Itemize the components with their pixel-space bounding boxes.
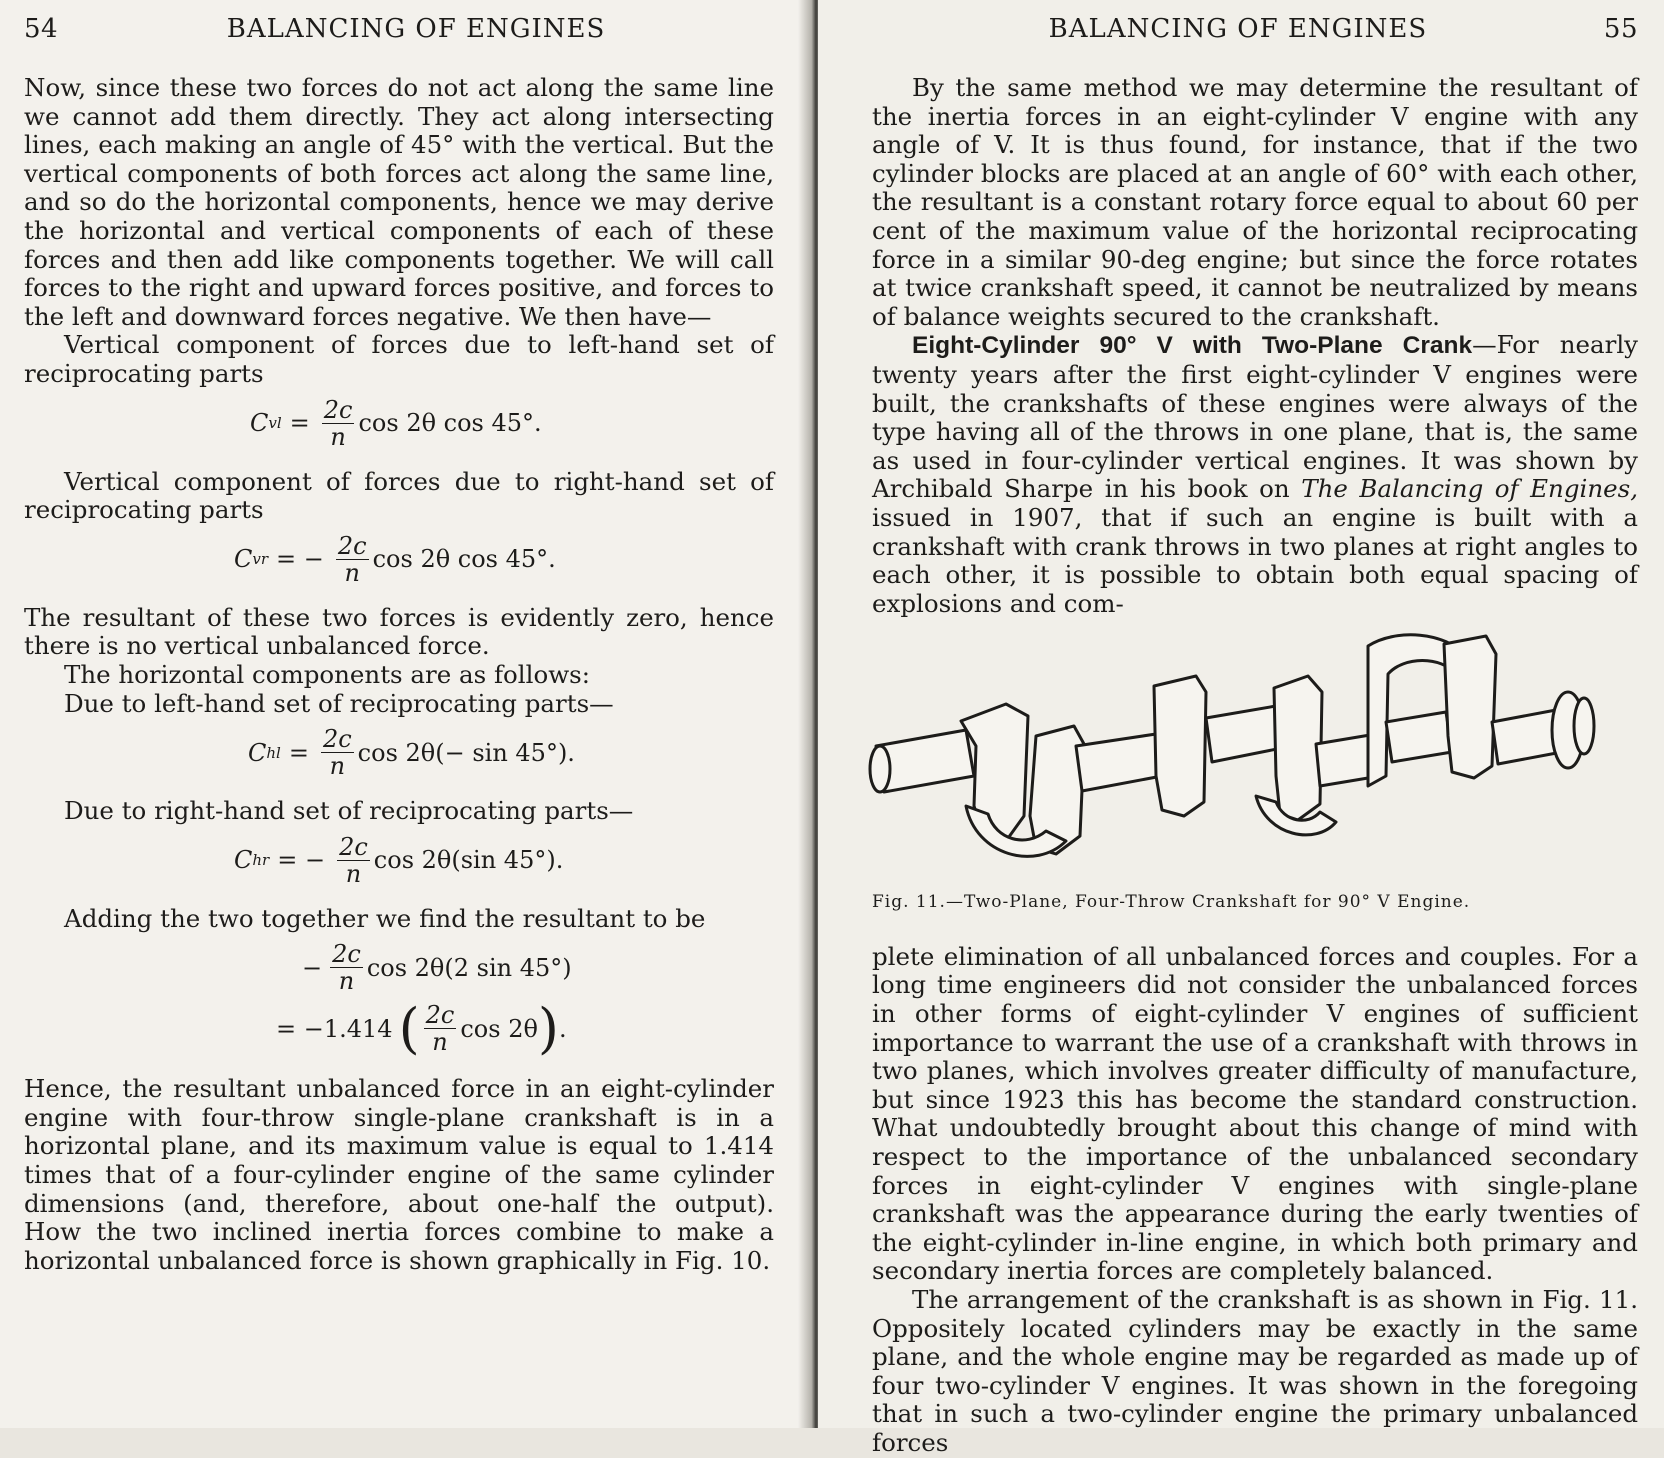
equation-term: cos 2θ(sin 45°). <box>373 846 564 875</box>
fraction: $\frac{2c}{n}$ <box>339 832 368 888</box>
equation-subscript: hl <box>266 743 281 762</box>
equation-term: cos 2θ(− sin 45°). <box>357 738 575 767</box>
fraction: $\frac{2c}{n}$ <box>323 395 353 451</box>
left-page-header <box>24 14 774 74</box>
paragraph: plete elimination of all unbalanced forces and couples. For a long time engineers did not consider the unbalanced forces in other forms of eight-cylinder V engines of sufficient importance to warrant the use of a crankshaft with throws in two planes, which involves greater difficulty of manufacture, but since 1923 this has become the standard construction. What undoubtedly brought about this change of mind with respect to the importance of the unbalanced secondary forces in eight-cylinder V engines with single-plane crankshaft was the appearance during the early twenties of the eight-cylinder in-line engine, in which both primary and secondary inertia forces are completely balanced. <box>872 941 1638 1286</box>
running-title: BALANCING OF ENGINES <box>1048 14 1428 44</box>
fraction: $\frac{2c}{n}$ <box>337 531 367 587</box>
paragraph: Hence, the resultant unbalanced force in an eight-cylinder engine with four-throw single-plane crankshaft is in a horizontal plane, and its maximum value is equal to 1.414 times that of a four-cylinder engine of the same cylinder dimensions (and, therefore, about one-half the output). How the two inclined inertia forces combine to make a horizontal unbalanced force is shown graphically in Fig. 10. <box>24 1074 774 1275</box>
page-number: 54 <box>24 14 59 44</box>
paragraph: Due to right-hand set of reciprocating parts— <box>64 796 634 826</box>
fraction: $\frac{2c}{n}$ <box>322 725 352 781</box>
fraction: $\frac{2c}{n}$ <box>332 940 361 996</box>
equation-symbol: C <box>250 409 269 438</box>
paragraph: Vertical component of forces due to right-hand set of reciprocating parts <box>24 466 774 525</box>
paragraph: Now, since these two forces do not act along the same line we cannot add them directly. They act along intersecting lines, each making an angle of 45° with the vertical. But the vertical components of both forces act along the same line, and so do the horizontal components, hence we may derive the horizontal and vertical components of each of these forces and then add like components together. We will call forces to the right and upward forces positive, and forces to the left and downward forces negative. We then have— <box>24 73 774 331</box>
right-page-header <box>872 14 1638 74</box>
left-page <box>0 0 810 1428</box>
equation-subscript: vl <box>268 414 282 433</box>
paragraph: The arrangement of the crankshaft is as shown in Fig. 11. Oppositely located cylinders may be exactly in the same plane, and the whole engine may be regarded as made up of four two-cylinder V engines. It was shown in the foregoing that in such a two-cylinder engine the primary unbalanced forces <box>872 1285 1638 1457</box>
equation-symbol: C <box>248 738 267 767</box>
equation-subscript: hr <box>252 851 270 870</box>
paragraph: The resultant of these two forces is evidently zero, hence there is no vertical unbalanced force. <box>24 602 774 661</box>
paragraph: Vertical component of forces due to left-hand set of reciprocating parts <box>24 330 774 388</box>
paragraph: Due to left-hand set of reciprocating parts— <box>64 688 614 718</box>
section-heading: Eight-Cylinder 90° V with Two-Plane Crank <box>912 332 1473 360</box>
equation-symbol: C <box>234 846 253 875</box>
equation-sum: − $\frac{2c}{n}$ cos 2θ(2 sin 45°) <box>302 940 572 996</box>
book-title: The Balancing of Engines, <box>1301 474 1638 504</box>
equation-symbol: C <box>234 545 253 574</box>
paragraph: Adding the two together we find the resultant to be <box>64 903 706 933</box>
equation-coefficient: = −1.414 <box>276 1014 393 1043</box>
crankshaft-illustration <box>856 626 1616 876</box>
equation-term: cos 2θ cos 45°. <box>358 409 542 438</box>
fraction: $\frac{2c}{n}$ <box>425 1001 455 1057</box>
equation-result: = −1.414 ( $\frac{2c}{n}$ cos 2θ ) . <box>276 996 567 1060</box>
equation-chr: C hr = − $\frac{2c}{n}$ cos 2θ(sin 45°). <box>234 832 564 888</box>
paragraph: By the same method we may determine the resultant of the inertia forces in an eight-cylinder V engine with any angle of V. It is thus found, for instance, that if the two cylinder blocks are placed at an angle of 60° with each other, the resultant is a constant rotary force equal to about 60 per cent of the maximum value of the horizontal reciprocating force in a similar 90-deg engine; but since the force rotates at twice crankshaft speed, it cannot be neutralized by means of balance weights secured to the crankshaft. <box>872 73 1638 331</box>
equation-subscript: vr <box>252 550 269 569</box>
equation-chl: C hl = $\frac{2c}{n}$ cos 2θ(− sin 45°). <box>248 725 575 781</box>
equation-term: cos 2θ cos 45°. <box>372 545 556 574</box>
paragraph: The horizontal components are as follows: <box>64 659 591 689</box>
paragraph-with-heading: Eight-Cylinder 90° V with Two-Plane Crank—For nearly twenty years after the first eight-cylinder V engines were built, the crankshafts of these engines were always of the type having all of the throws in one plane, that is, the same as used in four-cylinder vertical engines. It was shown by Archibald Sharpe in his book on The Balancing of Engines, issued in 1907, that if such an engine is built with a crankshaft with crank throws in two planes at right angles to each other, it is possible to obtain both equal spacing of explosions and com- <box>872 330 1638 618</box>
equation-term: cos 2θ <box>460 1014 538 1043</box>
page-number: 55 <box>1603 14 1638 44</box>
equation-cvl: C vl = $\frac{2c}{n}$ cos 2θ cos 45°. <box>250 395 542 451</box>
equation-term: cos 2θ(2 sin 45°) <box>366 953 572 982</box>
running-title: BALANCING OF ENGINES <box>226 14 606 44</box>
right-page <box>818 0 1664 1457</box>
equation-cvr: C vr = − $\frac{2c}{n}$ cos 2θ cos 45°. <box>234 531 556 587</box>
figure-caption: Fig. 11.—Two-Plane, Four-Throw Crankshaft for 90° V Engine. <box>872 892 1471 913</box>
